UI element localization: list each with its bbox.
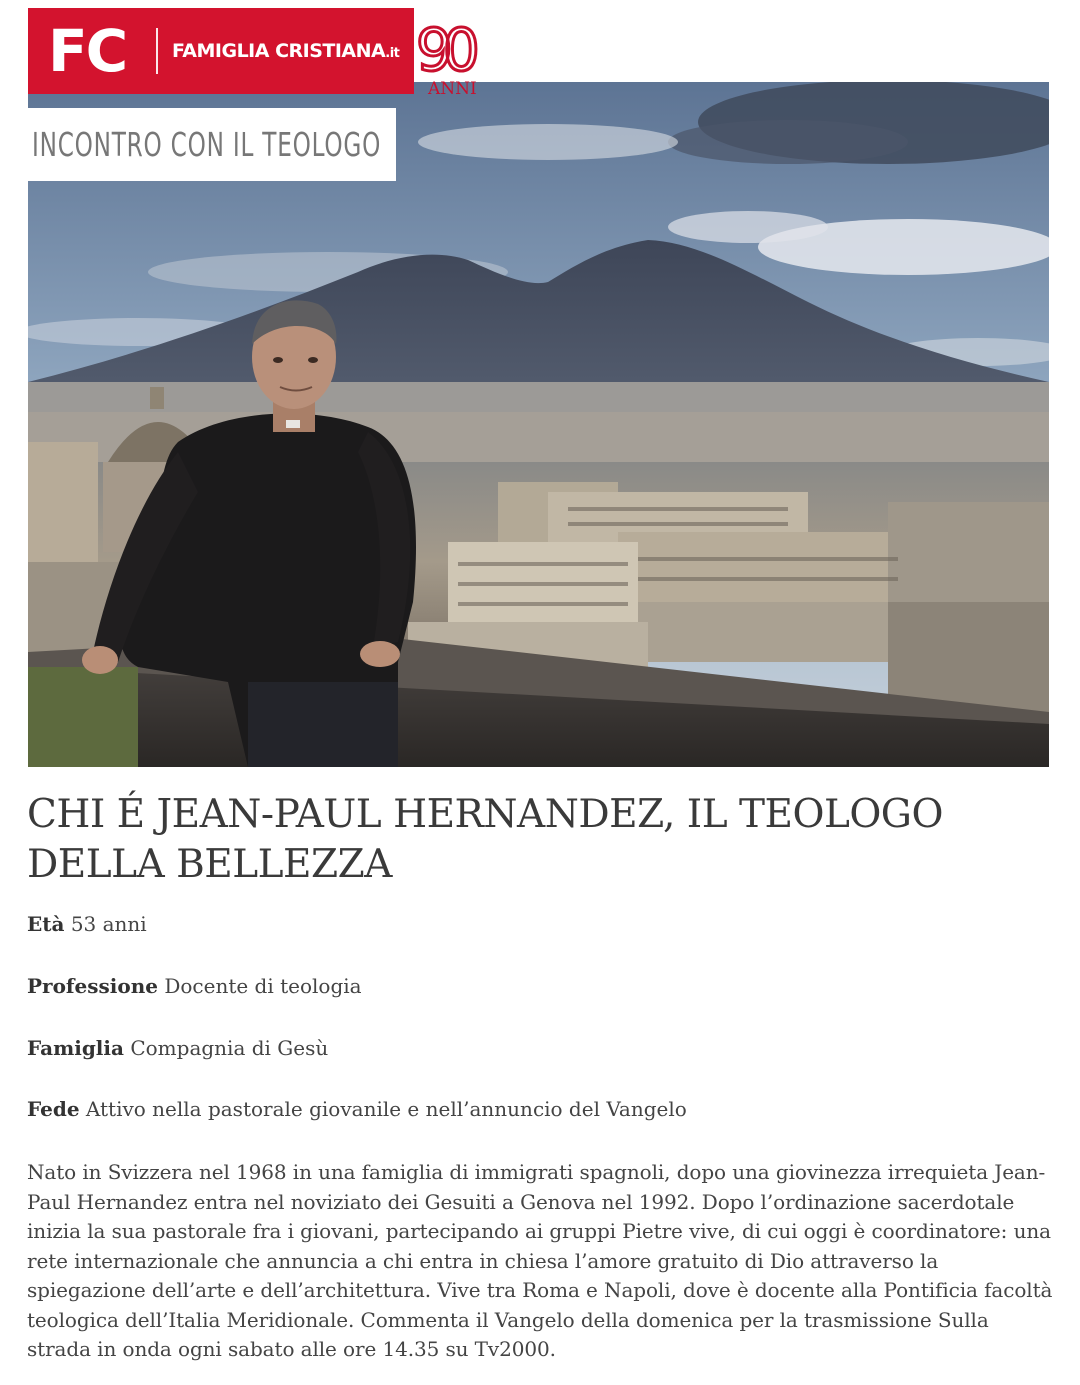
fact-value: Compagnia di Gesù: [130, 1036, 329, 1060]
fact-faith: [27, 1097, 687, 1121]
section-label-text: INCONTRO CON IL TEOLOGO: [32, 125, 382, 164]
fact-label: Famiglia: [27, 1036, 124, 1060]
site-name: [172, 40, 399, 62]
fact-value: Attivo nella pastorale giovanile e nell’annuncio del Vangelo: [85, 1097, 687, 1121]
fact-label: Età: [27, 912, 65, 936]
site-logo[interactable]: [28, 8, 414, 94]
logo-mark: FC: [48, 17, 127, 85]
section-label[interactable]: [28, 108, 396, 181]
fact-label: Professione: [27, 974, 158, 998]
anniversary-badge: [416, 10, 486, 96]
anniversary-number: 90: [416, 16, 470, 84]
article-headline: CHI É JEAN-PAUL HERNANDEZ, IL TEOLOGO DELLA BELLEZZA: [27, 792, 943, 887]
fact-profession: [27, 974, 362, 998]
fact-family: [27, 1036, 328, 1060]
logo-divider: [156, 28, 158, 74]
article-body: Nato in Svizzera nel 1968 in una famiglia di immigrati spagnoli, dopo una giovinezza irrequieta Jean-Paul Hernandez entra nel noviziato dei Gesuiti a Genova nel 1992. Dopo l’ordinazione sacerdotale inizia la sua pastorale fra i giovani, partecipando ai gruppi Pietre vive, di cui oggi è coordinatore: una rete internazionale che annuncia a chi entra in chiesa l’amore gratuito di Dio attraverso la spiegazione dell’arte e dell’architettura. Vive tra Roma e Napoli, dove è docente alla Pontificia facoltà teologica dell’Italia Meridionale. Commenta il Vangelo della domenica per la trasmissione Sulla strada in onda ogni sabato alle ore 14.35 su Tv2000.: [27, 1160, 1053, 1361]
fact-value: Docente di teologia: [164, 974, 362, 998]
hero-photo: [28, 82, 1049, 767]
fact-value: 53 anni: [70, 912, 147, 936]
anniversary-word: ANNI: [428, 79, 477, 96]
site-name-text: FAMIGLIA CRISTIANA: [172, 40, 386, 62]
fact-age: [27, 912, 147, 936]
site-tld: .it: [385, 46, 400, 61]
fact-label: Fede: [27, 1097, 80, 1121]
